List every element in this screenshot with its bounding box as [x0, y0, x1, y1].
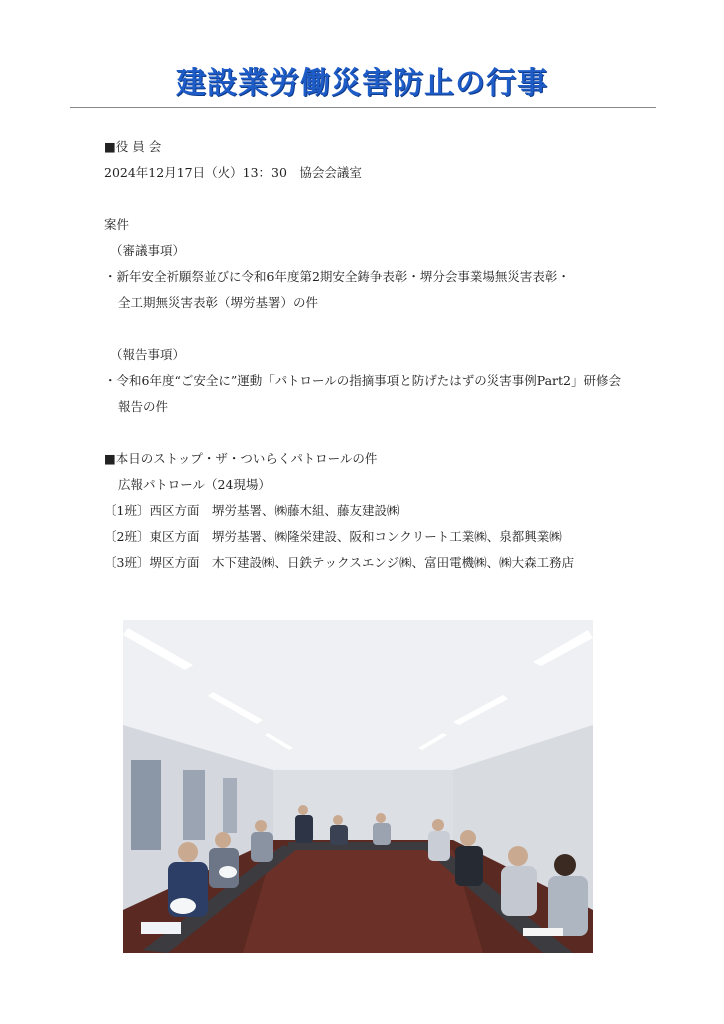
meeting-datetime: 2024年12月17日（火）13：30 協会会議室 — [104, 165, 362, 180]
agenda-label: 案件 — [104, 217, 130, 232]
title-divider — [70, 107, 656, 108]
meeting-heading: ■役 員 会 — [104, 139, 162, 154]
deliberation-item-line1: ・新年安全祈願祭並びに令和6年度第2期安全鋳争表彰・堺分会事業場無災害表彰・ — [104, 269, 570, 284]
photo-illustration — [123, 620, 593, 953]
report-item-line1: ・令和6年度“ご安全に”運動「パトロールの指摘事項と防げたはずの災害事例Part2」研修会 — [104, 373, 621, 388]
team-name: 〔2班〕東区方面 — [104, 529, 200, 544]
team-members: 木下建設㈱、日鉄テックスエンジ㈱、富田電機㈱、㈱大森工務店 — [212, 555, 575, 570]
team-members: 堺労基署、㈱隆栄建設、阪和コンクリート工業㈱、泉都興業㈱ — [212, 529, 562, 544]
patrol-team-3 — [104, 550, 664, 576]
team-members: 堺労基署、㈱藤木組、藤友建設㈱ — [212, 503, 400, 518]
deliberation-item-line2: 全工期無災害表彰（堺労基署）の件 — [118, 295, 319, 310]
patrol-team-2 — [104, 524, 664, 550]
team-name: 〔1班〕西区方面 — [104, 503, 200, 518]
team-name: 〔3班〕堺区方面 — [104, 555, 200, 570]
patrol-team-1 — [104, 498, 664, 524]
patrol-heading: ■本日のストップ・ザ・ついらくパトロールの件 — [104, 451, 378, 466]
report-heading: （報告事項） — [110, 347, 186, 362]
report-item-line2: 報告の件 — [118, 399, 169, 414]
document-body — [104, 134, 664, 576]
deliberation-heading: （審議事項） — [110, 243, 186, 258]
meeting-room-photo — [123, 620, 593, 953]
page-title: 建設業労働災害防止の行事 — [176, 66, 548, 101]
patrol-subheading: 広報パトロール（24現場） — [118, 477, 271, 492]
